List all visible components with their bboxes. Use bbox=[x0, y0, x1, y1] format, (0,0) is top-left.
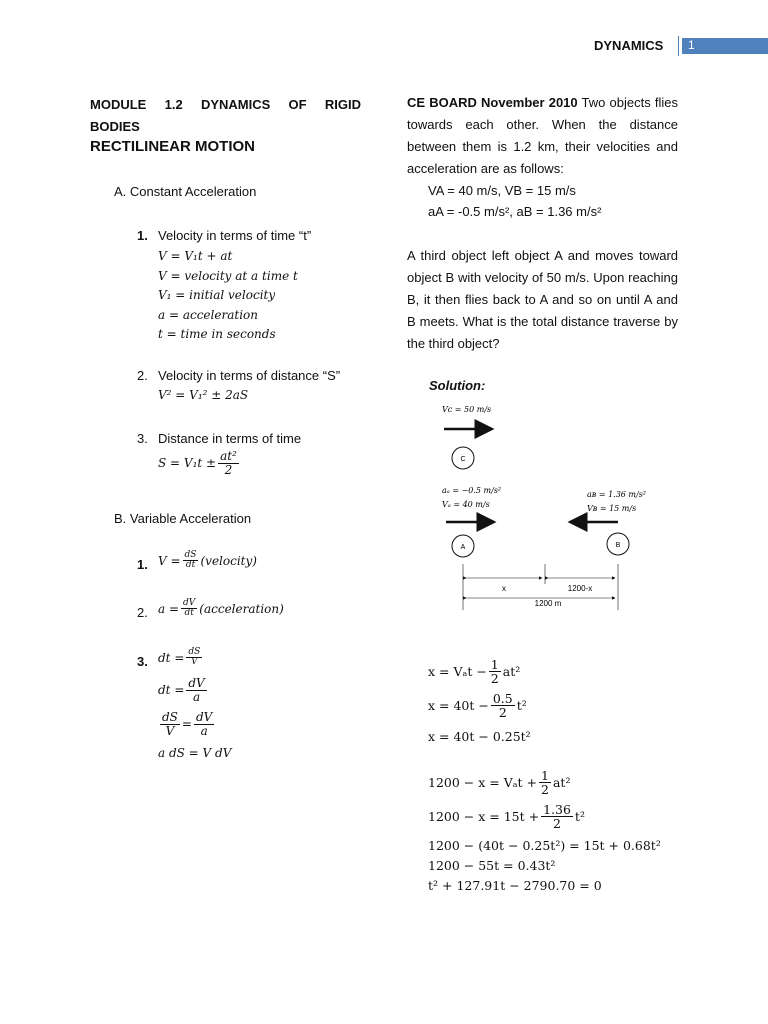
b2-right: (acceleration) bbox=[199, 601, 284, 616]
b3-line2-fraction bbox=[186, 677, 206, 703]
b1-fraction bbox=[183, 551, 199, 571]
eq2-fraction bbox=[491, 692, 515, 719]
item2-title: Velocity in terms of distance “S” bbox=[158, 368, 341, 383]
eq2-right: t² bbox=[516, 698, 527, 714]
c-label: C bbox=[460, 456, 466, 463]
b3-line1 bbox=[158, 648, 204, 668]
item3-eq-left: S = V₁t ± bbox=[158, 456, 217, 471]
b-label: B bbox=[615, 542, 621, 549]
eq4-left: 1200 − x = Vₐt + bbox=[428, 775, 538, 791]
rest-label: 1200-x bbox=[567, 584, 593, 593]
item1-number: 1. bbox=[137, 228, 148, 243]
b2-equation bbox=[158, 599, 284, 619]
eq-velocity: V = V₁t + at bbox=[158, 249, 233, 263]
item2-number: 2. bbox=[137, 368, 148, 383]
item2-equation: V² = V₁² ± 2aS bbox=[158, 388, 249, 402]
page-number: 1 bbox=[688, 38, 695, 52]
part-b-heading: B. Variable Acceleration bbox=[114, 511, 252, 526]
eq1-fraction bbox=[489, 658, 501, 685]
item3-title: Distance in terms of time bbox=[158, 431, 302, 446]
eq4-den: 2 bbox=[541, 782, 549, 798]
a-label: A bbox=[460, 544, 466, 551]
b3-den: V bbox=[191, 657, 198, 668]
section-title: RECTILINEAR MOTION bbox=[90, 138, 255, 155]
b1-den: dt bbox=[185, 560, 196, 571]
b3-line3-fraction2 bbox=[194, 711, 214, 737]
b1-number: 1. bbox=[137, 557, 148, 572]
b3-line3-num1: dS bbox=[162, 710, 178, 724]
b3-number: 3. bbox=[137, 654, 148, 669]
b3-line3-eq: = bbox=[181, 717, 192, 732]
solution-eq6: 1200 − (40t − 0.25t²) = 15t + 0.68t² bbox=[428, 838, 661, 853]
b1-left: V = bbox=[158, 553, 181, 568]
b3-line2-den: a bbox=[192, 689, 201, 704]
eq2-num: 0.5 bbox=[492, 691, 513, 706]
b3-line2-left: dt = bbox=[158, 683, 185, 698]
total-label: 1200 m bbox=[534, 599, 562, 608]
page-number-badge bbox=[682, 38, 768, 54]
b2-number: 2. bbox=[137, 605, 148, 620]
eq2-left: x = 40t − bbox=[428, 698, 489, 714]
eq1-right: at² bbox=[502, 664, 521, 680]
eq5-left: 1200 − x = 15t + bbox=[428, 809, 540, 825]
motion-diagram bbox=[430, 398, 670, 618]
eq2-den: 2 bbox=[498, 705, 507, 721]
b1-right: (velocity) bbox=[200, 553, 257, 568]
b2-left: a = bbox=[158, 601, 180, 616]
solution-eq8: t² + 127.91t − 2790.70 = 0 bbox=[428, 878, 602, 893]
b1-equation bbox=[158, 551, 257, 571]
b2-num: dV bbox=[183, 598, 196, 608]
solution-eq5 bbox=[428, 803, 585, 830]
eq4-num: 1 bbox=[541, 768, 549, 783]
eq5-right: t² bbox=[574, 809, 585, 825]
b3-line3-fraction1 bbox=[160, 711, 180, 737]
b3-line2-num: dV bbox=[188, 676, 205, 690]
b3-num: dS bbox=[188, 647, 201, 657]
b2-fraction bbox=[181, 599, 197, 619]
solution-label: Solution: bbox=[429, 378, 486, 393]
vb-label: Vʙ = 15 m/s bbox=[587, 504, 637, 513]
item3-number: 3. bbox=[137, 431, 148, 446]
item1-equations bbox=[158, 247, 298, 345]
eq1-left: x = Vₐt − bbox=[428, 664, 487, 680]
eq-velocity-def: V = velocity at a time t bbox=[158, 268, 298, 283]
header-title: DYNAMICS bbox=[594, 38, 664, 53]
problem-label: CE BOARD November 2010 bbox=[407, 95, 578, 110]
item3-fraction bbox=[218, 450, 239, 476]
vc-label: Vᴄ = 50 m/s bbox=[442, 405, 492, 414]
va-label: Vₐ = 40 m/s bbox=[442, 500, 490, 509]
b3-left: dt = bbox=[158, 650, 185, 665]
solution-eq7: 1200 − 55t = 0.43t² bbox=[428, 858, 556, 873]
solution-eq4 bbox=[428, 769, 570, 796]
b3-fraction bbox=[186, 648, 202, 668]
x-label: x bbox=[502, 584, 506, 593]
header-divider bbox=[678, 36, 679, 56]
item3-den: 2 bbox=[224, 462, 233, 477]
item3-num: at² bbox=[220, 449, 237, 463]
aa-label: aₐ = −0.5 m/s² bbox=[442, 486, 502, 495]
eq4-fraction bbox=[539, 769, 551, 796]
b3-line3-den1: V bbox=[165, 723, 175, 738]
given-accelerations: aA = -0.5 m/s², aB = 1.36 m/s² bbox=[428, 204, 602, 219]
module-title: MODULE 1.2 DYNAMICS OF RIGID BODIES bbox=[90, 97, 361, 134]
solution-eq3: x = 40t − 0.25t² bbox=[428, 729, 531, 744]
eq-acceleration-def: a = acceleration bbox=[158, 307, 258, 322]
eq-initial-velocity: V₁ = initial velocity bbox=[158, 288, 276, 302]
b3-line3 bbox=[158, 711, 216, 737]
eq4-right: at² bbox=[552, 775, 571, 791]
eq1-den: 2 bbox=[490, 671, 499, 687]
b2-den: dt bbox=[184, 608, 194, 619]
eq5-den: 2 bbox=[553, 816, 561, 832]
item3-equation bbox=[158, 450, 241, 476]
eq5-fraction bbox=[541, 803, 573, 830]
ab-label: aʙ = 1.36 m/s² bbox=[587, 490, 647, 499]
b1-num: dS bbox=[184, 550, 197, 560]
solution-eq2 bbox=[428, 692, 527, 719]
problem-statement bbox=[407, 92, 678, 180]
b3-line3-den2: a bbox=[200, 723, 208, 738]
b3-line2 bbox=[158, 677, 209, 703]
solution-eq1 bbox=[428, 658, 520, 685]
part-a-heading: A. Constant Acceleration bbox=[114, 184, 257, 199]
b3-line4: a dS = V dV bbox=[158, 746, 232, 760]
item1-title: Velocity in terms of time “t” bbox=[158, 228, 312, 243]
eq5-num: 1.36 bbox=[543, 802, 571, 817]
problem-intro: Two objects flies towards each other. When the distance between them is 1.2 km, their velocities and acceleration are as follows: bbox=[407, 95, 678, 176]
problem-body: A third object left object A and moves toward object B with velocity of 50 m/s. Upon reaching B, it then flies back to A and so on until A and B meets. What is the total distance traverse by the third object? bbox=[407, 248, 678, 351]
eq-time-def: t = time in seconds bbox=[158, 327, 276, 341]
b3-line3-num2: dV bbox=[195, 710, 213, 724]
eq1-num: 1 bbox=[490, 657, 499, 672]
given-velocities: VA = 40 m/s, VB = 15 m/s bbox=[428, 183, 576, 198]
